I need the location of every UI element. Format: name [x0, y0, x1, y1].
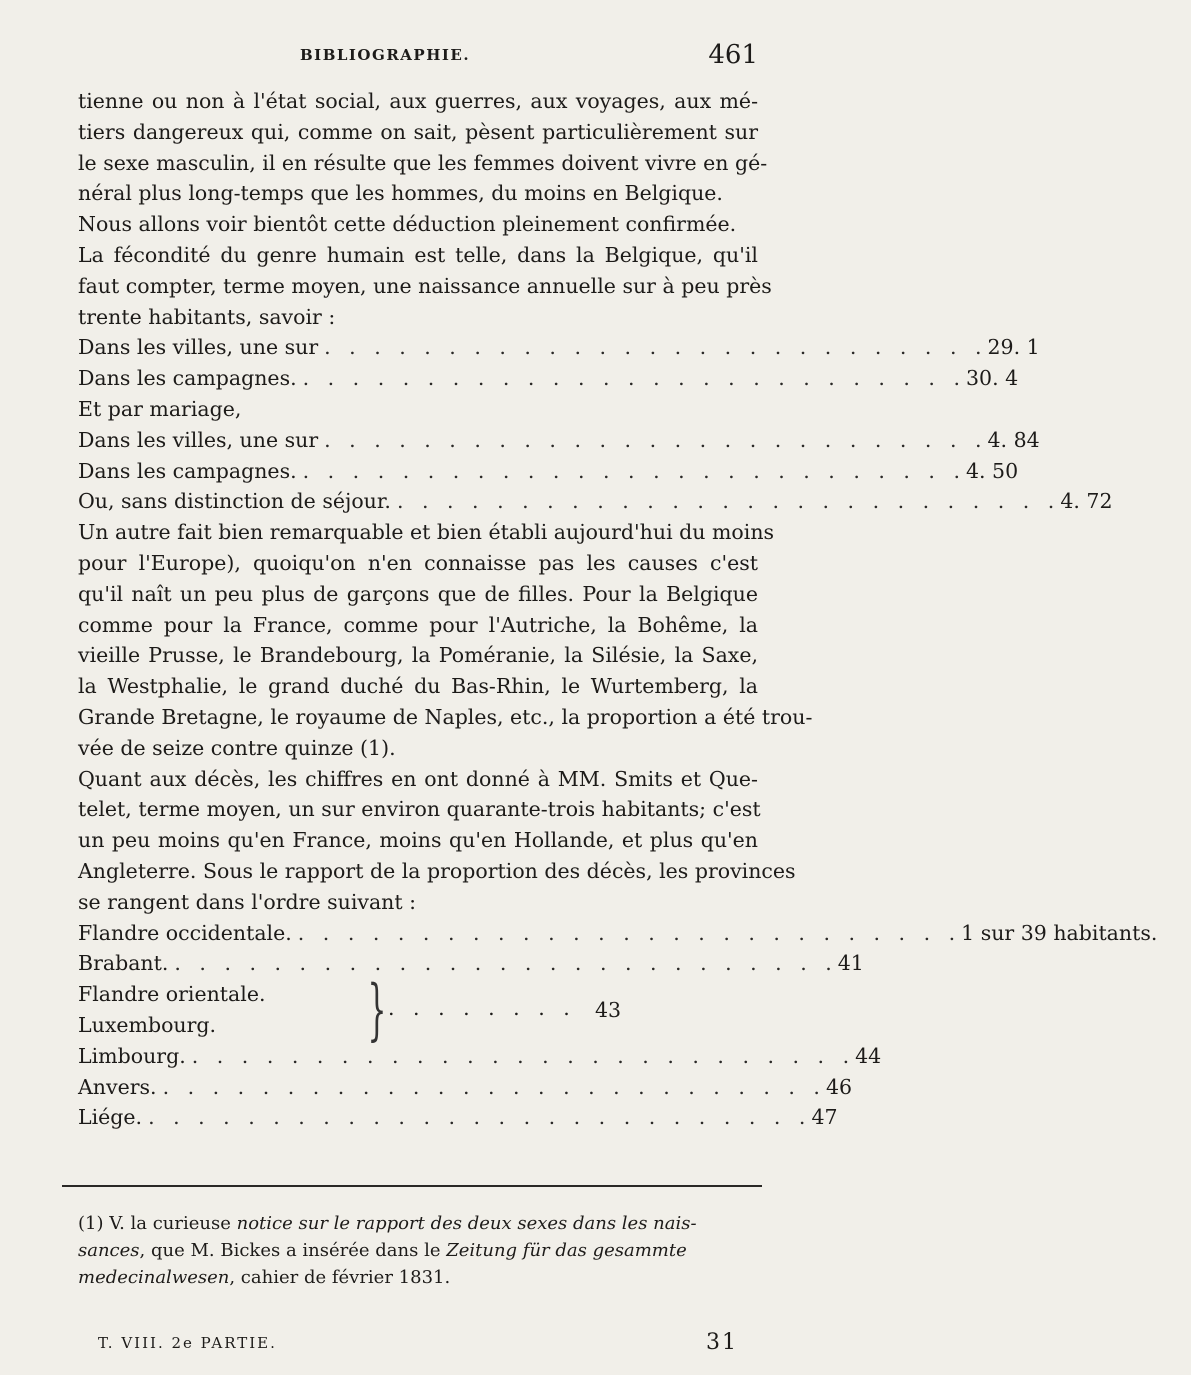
body-text — [78, 86, 1158, 1133]
text-line: Nous allons voir bientôt cette déduction pleinement confirmée. — [78, 212, 737, 237]
leader-dots: . . . . . . . . . . . . . . . . . . . . . . . . . . . — [396, 489, 1061, 514]
leader-dots: . . . . . . . . . . . . . . . . . . . . . . . . . . . — [174, 951, 838, 976]
stat-label: Dans les villes, une sur — [78, 335, 319, 360]
stat-label: Ou, sans distinction de séjour. — [78, 489, 391, 514]
leader-dots: . . . . . . . . . . . . . . . . . . . . . . . . . . . — [324, 335, 988, 360]
text-line: Grande Bretagne, le royaume de Naples, etc., la proportion a été trou- — [78, 704, 813, 729]
leader-dots: . . . . . . . . . . . . . . . . . . . . . . . . . . . — [324, 427, 988, 452]
province-label: Flandre occidentale. — [78, 920, 292, 945]
text-line: comme pour la France, comme pour l'Autriche, la Bohême, la — [78, 612, 758, 637]
text-line: tienne ou non à l'état social, aux guerres, aux voyages, aux mé- — [78, 89, 758, 113]
text-line: le sexe masculin, il en résulte que les femmes doivent vivre en gé- — [78, 150, 768, 175]
leader-dots: . . . . . . . . — [388, 996, 576, 1021]
leader-dots: . . . . . . . . . . . . . . . . . . . . . . . . . . . — [297, 920, 962, 945]
province-row — [78, 1041, 882, 1072]
birth-row — [78, 332, 1040, 363]
text-line: Et par mariage, — [78, 396, 242, 421]
birth-row — [78, 363, 1019, 394]
province-value: 1 sur 39 habitants. — [961, 920, 1158, 945]
marriage-row — [78, 425, 1040, 456]
text-line: vieille Prusse, le Brandebourg, la Poméranie, la Silésie, la Saxe, — [78, 643, 758, 668]
stat-value: 29. 1 — [987, 335, 1040, 360]
running-head — [0, 40, 800, 80]
province-label: Anvers. — [78, 1074, 157, 1099]
footnote-rule — [62, 1185, 762, 1187]
province-value: 46 — [825, 1074, 853, 1099]
province-label: Brabant. — [78, 951, 169, 976]
text-line: trente habitants, savoir : — [78, 304, 336, 329]
province-label: Luxembourg. — [78, 1012, 217, 1037]
province-group — [78, 971, 758, 1049]
footnote-text: , cahier de février 1831. — [229, 1267, 451, 1288]
province-label: Limbourg. — [78, 1043, 186, 1068]
province-row — [78, 1102, 838, 1133]
province-value: 47 — [811, 1105, 838, 1130]
province-value: 41 — [837, 951, 864, 976]
footnote-italic: medecinalwesen — [78, 1267, 230, 1288]
text-line: Angleterre. Sous le rapport de la proportion des décès, les provinces — [78, 858, 796, 883]
stat-label: Dans les campagnes. — [78, 458, 297, 483]
footnote — [78, 1210, 758, 1291]
page-number: 461 — [708, 40, 758, 70]
leader-dots: . . . . . . . . . . . . . . . . . . . . . . . . . . . — [302, 366, 966, 391]
marriage-row — [78, 456, 1019, 487]
province-label: Flandre orientale. — [78, 982, 266, 1007]
leader-dots: . . . . . . . . . . . . . . . . . . . . . . . . . . . — [162, 1074, 826, 1099]
signature-number: 31 — [706, 1330, 738, 1355]
footnote-text: , que M. Bickes a insérée dans le — [139, 1240, 447, 1261]
text-line: telet, terme moyen, un sur environ quarante-trois habitants; c'est — [78, 797, 761, 822]
text-line: tiers dangereux qui, comme on sait, pèsent particulièrement sur — [78, 119, 758, 144]
signature-mark: T. VIII. 2e PARTIE. — [98, 1334, 277, 1352]
text-line: qu'il naît un peu plus de garçons que de filles. Pour la Belgique — [78, 581, 758, 606]
text-line: vée de seize contre quinze (1). — [78, 735, 396, 760]
leader-dots: . . . . . . . . . . . . . . . . . . . . . . . . . . . — [148, 1105, 812, 1130]
footnote-italic: Zeitung für das gesammte — [446, 1240, 687, 1261]
province-row — [78, 918, 1158, 949]
leader-dots: . . . . . . . . . . . . . . . . . . . . . . . . . . . — [302, 458, 966, 483]
stat-value: 4. 72 — [1060, 489, 1113, 514]
province-label: Liége. — [78, 1105, 143, 1130]
text-line: néral plus long-temps que les hommes, du moins en Belgique. — [78, 181, 723, 206]
province-row — [78, 1072, 853, 1103]
stat-value: 4. 50 — [965, 458, 1019, 483]
province-value: 44 — [855, 1043, 882, 1068]
stat-label: Dans les villes, une sur — [78, 427, 319, 452]
footnote-text: (1) V. la curieuse — [78, 1213, 237, 1234]
footnote-italic: sances — [78, 1240, 140, 1261]
leader-dots: . . . . . . . . . . . . . . . . . . . . . . . . . . . — [191, 1043, 856, 1068]
text-line: Quant aux décès, les chiffres en ont donné à MM. Smits et Que- — [78, 766, 758, 791]
province-value: 43 — [595, 998, 622, 1023]
stat-value: 30. 4 — [965, 366, 1019, 391]
marriage-row — [78, 486, 1113, 517]
text-line: Un autre fait bien remarquable et bien établi aujourd'hui du moins — [78, 520, 775, 545]
text-line: se rangent dans l'ordre suivant : — [78, 889, 417, 914]
text-line: la Westphalie, le grand duché du Bas-Rhin, le Wurtemberg, la — [78, 674, 758, 699]
stat-value: 4. 84 — [987, 427, 1040, 452]
text-line: faut compter, terme moyen, une naissance annuelle sur à peu près — [78, 273, 772, 298]
text-line: La fécondité du genre humain est telle, dans la Belgique, qu'il — [78, 242, 758, 267]
footnote-italic: notice sur le rapport des deux sexes dans les nais- — [236, 1213, 697, 1234]
text-line: pour l'Europe), quoiqu'on n'en connaisse pas les causes c'est — [78, 550, 758, 575]
signature-line — [98, 1330, 738, 1360]
running-title: BIBLIOGRAPHIE. — [300, 46, 471, 64]
province-row — [78, 948, 864, 979]
grouping-brace: } — [367, 971, 387, 1049]
text-line: un peu moins qu'en France, moins qu'en Hollande, et plus qu'en — [78, 828, 758, 853]
stat-label: Dans les campagnes. — [78, 366, 297, 391]
